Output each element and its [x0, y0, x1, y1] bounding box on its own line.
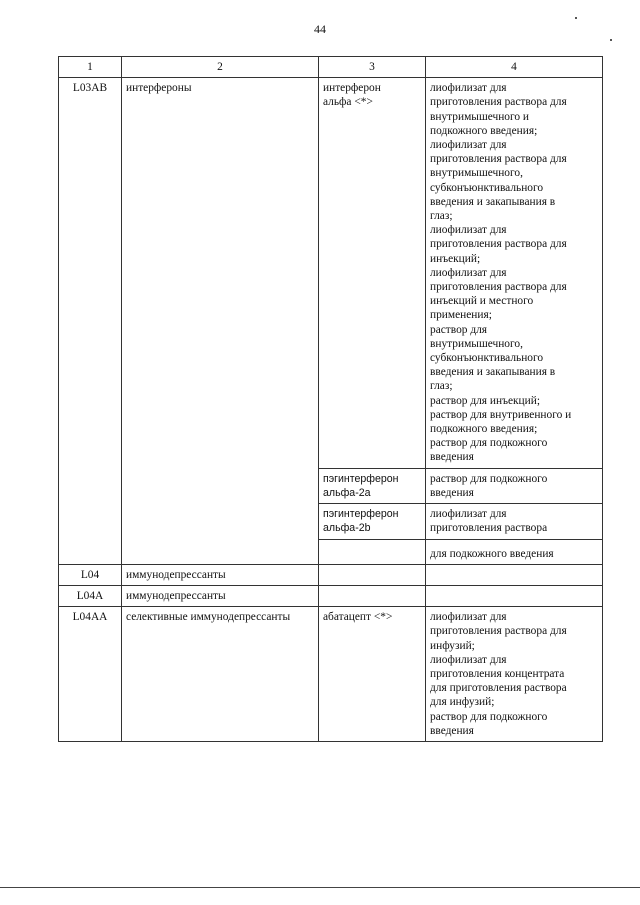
- dosage-form-line: раствор для подкожного: [430, 437, 548, 450]
- drug-name-cell: [319, 585, 426, 606]
- drug-name-line: альфа-2а: [323, 486, 371, 499]
- dosage-form-line: приготовления концентрата: [430, 667, 565, 680]
- dosage-form-line: введения и закапывания в: [430, 195, 556, 208]
- dosage-form-line: инфузий;: [430, 639, 475, 652]
- dosage-form-cell: [426, 607, 603, 742]
- dosage-form-line: лиофилизат для: [430, 266, 507, 279]
- dosage-form-line: введения: [430, 724, 474, 737]
- dosage-form-line: введения и закапывания в: [430, 366, 556, 379]
- table-body: [59, 78, 603, 742]
- column-header-2: 2: [122, 57, 319, 78]
- drug-name-line: интерферон: [323, 82, 381, 95]
- drug-name-cell: [319, 78, 426, 468]
- dosage-form-line: приготовления раствора: [430, 522, 548, 535]
- dosage-form-line: раствор для подкожного: [430, 710, 548, 723]
- dosage-form-cell: [426, 564, 603, 585]
- dosage-form-line: для приготовления раствора: [430, 682, 567, 695]
- dosage-form-line: субконъюнктивального: [430, 352, 544, 365]
- atc-code-cell: L03AB: [59, 78, 122, 565]
- dosage-form-cell: [426, 504, 603, 539]
- dosage-form-line: внутримышечного,: [430, 337, 523, 350]
- dosage-form-line: приготовления раствора для: [430, 96, 567, 109]
- dosage-form-line: подкожного введения;: [430, 124, 538, 137]
- dosage-form-line: приготовления раствора для: [430, 153, 567, 166]
- bottom-rule: [0, 887, 640, 888]
- atc-code-cell: L04AA: [59, 607, 122, 742]
- dosage-form-cell: [426, 78, 603, 468]
- dosage-form-line: глаз;: [430, 380, 453, 393]
- dosage-form-line: глаз;: [430, 210, 453, 223]
- dosage-form-line: раствор для инъекций;: [430, 394, 541, 407]
- table-row: [59, 564, 603, 585]
- dosage-form-line: лиофилизат для: [430, 224, 507, 237]
- dosage-form-cell: [426, 468, 603, 503]
- table-row: [59, 585, 603, 606]
- dosage-form-line: раствор для: [430, 323, 488, 336]
- group-name-cell: иммунодепрессанты: [122, 564, 319, 585]
- table-row: [59, 78, 603, 468]
- page-number: 44: [314, 22, 326, 36]
- drug-name-line: пэгинтерферон: [323, 508, 399, 521]
- dosage-form-cell: [426, 539, 603, 564]
- dosage-form-line: подкожного введения;: [430, 423, 538, 436]
- drug-name-cell: [319, 539, 426, 564]
- drug-name-cell: [319, 564, 426, 585]
- dosage-form-line: внутримышечного,: [430, 167, 523, 180]
- column-header-3: 3: [319, 57, 426, 78]
- dosage-form-line: лиофилизат для: [430, 82, 507, 95]
- medicines-table: [58, 56, 603, 742]
- dosage-form-line: введения: [430, 486, 474, 499]
- dosage-form-line: лиофилизат для: [430, 508, 507, 521]
- scan-speck: [610, 39, 612, 41]
- dosage-form-line: раствор для подкожного: [430, 472, 548, 485]
- dosage-form-cell: [426, 585, 603, 606]
- drug-name-line: альфа <*>: [323, 96, 373, 109]
- dosage-form-line: приготовления раствора для: [430, 238, 567, 251]
- drug-name-line: абатацепт <*>: [323, 611, 393, 624]
- drug-name-cell: [319, 468, 426, 503]
- dosage-form-line: инъекций;: [430, 252, 481, 265]
- atc-code-cell: L04: [59, 564, 122, 585]
- table-row: [59, 607, 603, 742]
- drug-name-line: альфа-2b: [323, 522, 371, 535]
- dosage-form-line: лиофилизат для: [430, 611, 507, 624]
- dosage-form-line: раствор для внутривенного и: [430, 408, 572, 421]
- dosage-form-line: лиофилизат для: [430, 653, 507, 666]
- dosage-form-line: внутримышечного и: [430, 110, 530, 123]
- group-name-cell: селективные иммунодепрессанты: [122, 607, 319, 742]
- column-header-1: 1: [59, 57, 122, 78]
- dosage-form-line: инъекций и местного: [430, 295, 534, 308]
- column-header-4: 4: [426, 57, 603, 78]
- dosage-form-line: приготовления раствора для: [430, 281, 567, 294]
- dosage-form-line: для инфузий;: [430, 696, 495, 709]
- drug-name-line: пэгинтерферон: [323, 472, 399, 485]
- scan-speck: [575, 17, 577, 19]
- dosage-form-line: приготовления раствора для: [430, 625, 567, 638]
- dosage-form-line: для подкожного введения: [430, 547, 554, 560]
- dosage-form-line: лиофилизат для: [430, 139, 507, 152]
- dosage-form-line: применения;: [430, 309, 492, 322]
- atc-code-cell: L04A: [59, 585, 122, 606]
- dosage-form-line: субконъюнктивального: [430, 181, 544, 194]
- drug-name-cell: [319, 504, 426, 539]
- group-name-cell: иммунодепрессанты: [122, 585, 319, 606]
- header-row: [59, 57, 603, 78]
- group-name-cell: интерфероны: [122, 78, 319, 565]
- dosage-form-line: введения: [430, 451, 474, 464]
- drug-name-cell: [319, 607, 426, 742]
